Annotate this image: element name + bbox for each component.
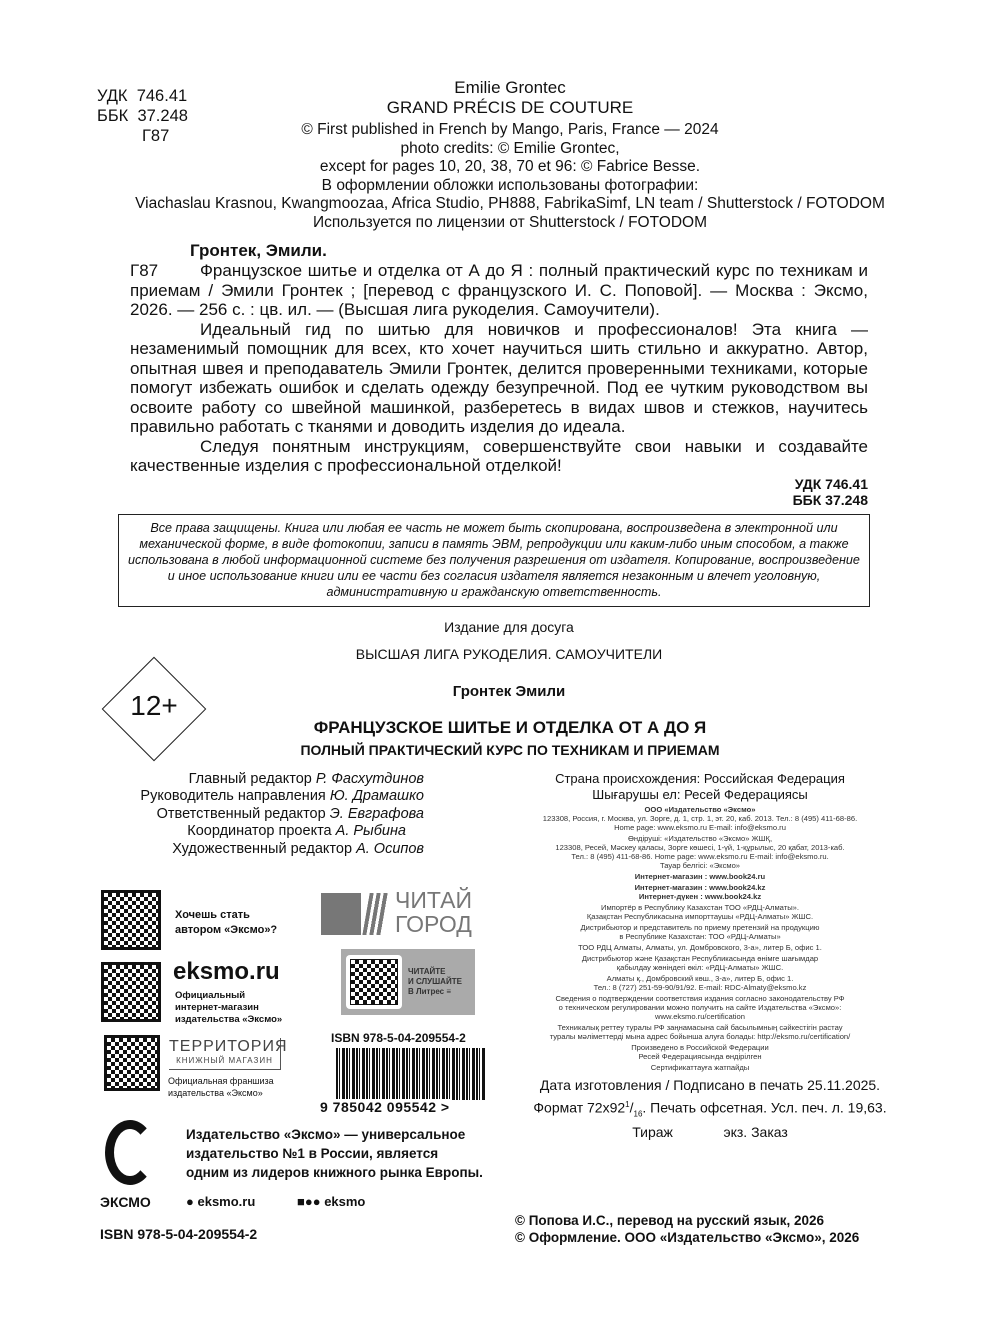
chitai-gorod-logo: ЧИТАЙ ГОРОД [395, 887, 473, 937]
publisher-info [510, 805, 890, 1072]
right-column [510, 771, 890, 1142]
territory-logo: ТЕРРИТОРИЯ КНИЖНЫЙ МАГАЗИН [169, 1038, 281, 1070]
publisher-info-line: 123308, Ресей, Мәскеу қаласы, Зорге көшесі, 1-үй, 1-құрылыс, 20 қабат, 2013-каб. [555, 842, 845, 852]
publisher-info-group [510, 1043, 890, 1061]
publisher-info-line: Ресей Федерациясында өндірілген [638, 1051, 762, 1061]
country-origin-kz: Шығарушы ел: Ресей Федерациясы [592, 786, 808, 802]
print-date: Дата изготовления / Подписано в печать 25.11.2025. [539, 1076, 881, 1093]
publisher-info-line: Алматы қ., Домбровский көш., 3-а», литер Б, офис 1. [606, 973, 794, 983]
publisher-info-line: ТОО РДЦ Алматы, Алматы, ул. Домбровского, 3-а», литер Б, офис 1. [578, 942, 822, 952]
edition-title: ФРАНЦУЗСКОЕ ШИТЬЕ И ОТДЕЛКА ОТ А ДО Я [313, 717, 707, 737]
publisher-info-line: туралы мәліметтерді мына адрес бойынша алуға болады: http://eksmo.ru/certification/ [549, 1031, 851, 1041]
publisher-info-group [510, 1023, 890, 1041]
publisher-info-group [510, 805, 890, 832]
publisher-info-group [510, 923, 890, 941]
photo-credit-1: photo credits: © Emilie Grontec, [400, 139, 620, 157]
rights-notice: Все права защищены. Книга или любая ее часть не может быть скопирована, воспроизведена в электронной или механической форме, в виде фотокопии, записи в память ЭВМ, репродукции или каким-либо иным способом, а также использована в любой информационной системе без получения разрешения от издателя. Копирование, воспроизведение и иное использование книги или ее части без согласия издателя является незаконным и влечет уголовную, административную и гражданскую ответственность. [118, 514, 870, 607]
publisher-info-line: Сертификаттауға жатпайды [650, 1062, 750, 1072]
series: ВЫСШАЯ ЛИГА РУКОДЕЛИЯ. САМОУЧИТЕЛИ [355, 645, 663, 662]
staff-item: Главный редактор Р. Фасхутдинов [188, 770, 424, 787]
publisher-info-line: Дистрибьютор и представитель по приему претензий на продукцию [580, 922, 820, 932]
staff-item: Координатор проекта А. Рыбина [187, 823, 406, 840]
bib-heading: Гронтек, Эмили. [190, 241, 327, 260]
udk: 746.41 [136, 87, 188, 105]
bib-entry-block [130, 261, 868, 320]
globe-icon: ● [186, 1194, 194, 1209]
barcode-digits: 9 785042 095542 > [320, 1099, 450, 1115]
chitai-gorod-logo-mark [321, 893, 361, 935]
print-run: Тираж экз. Заказ [632, 1123, 788, 1140]
publisher-info-line: Интернет-магазин : www.book24.ru [634, 871, 766, 881]
publisher-info-line: Произведено в Российской Федерации [631, 1042, 769, 1052]
bib-udk: УДК 746.41 [794, 475, 868, 492]
publisher-info-line: Импортёр в Республику Казахстан ТОО «РДЦ-Алматы». [600, 902, 799, 912]
litres-banner [341, 949, 475, 1015]
publisher-info-group [510, 974, 890, 992]
udk-label: УДК [97, 87, 128, 105]
publisher-info-line: о техническом регулировании можно получить на сайте Издательства «Эксмо»: [558, 1002, 842, 1012]
original-title: GRAND PRÉCIS DE COUTURE [386, 98, 634, 117]
bbk-label: ББК [97, 107, 129, 125]
eksmo-site-link[interactable]: ● eksmo.ru [186, 1194, 256, 1209]
bib-entry: Французское шитье и отделка от А до Я : полный практический курс по техникам и приемам / Эмили Гронтек ; [перевод с французского И. С. Поповой]. — Москва : Эксмо, 2026. — 256 с. : цв. ил. — (Высшая лига рукоделия. Самоучители). [130, 261, 868, 319]
publisher-info-line: Сведения о подтверждении соответствия издания согласно законодательству РФ [555, 993, 845, 1003]
print-format: Формат $72x92^1/_{16}$. Печать офсетная. Усл. печ. л. 19,63. [533, 1099, 887, 1118]
country-origin: Страна происхождения: Российская Федерация [555, 770, 845, 786]
original-header [100, 78, 920, 118]
territory-desc: Официальная франшиза издательства «Эксмо» [168, 1076, 274, 1098]
publisher-info-group [510, 994, 890, 1021]
bib-bbk: ББК 37.248 [792, 491, 868, 508]
staff-item: Художественный редактор А. Осипов [172, 840, 424, 857]
publisher-info-line: Дистрибьютор және Қазақстан Республикасында өнімге шағымдар [581, 953, 819, 963]
cover-credit-2: Viachaslau Krasnou, Kwangmoozaa, Africa Studio, PH888, FabrikaSimf, LN team / Shutterstock / FOTODOM [135, 195, 885, 212]
eksmo-site[interactable]: eksmo.ru [173, 958, 280, 985]
annotation-2: Следуя понятным инструкциям, совершенствуйте свои навыки и создавайте качественные изделия с профессиональной отделкой! [130, 436, 868, 475]
publisher-info-group [510, 872, 890, 881]
publisher-info-group [510, 943, 890, 952]
publisher-info-line: Интернет-дүкен : www.book24.kz [638, 891, 762, 901]
publisher-info-line: Қазақстан Республикасына импорттаушы «РДЦ-Алматы» ЖШС. [586, 911, 814, 921]
bib-mark: Г87 [130, 261, 159, 280]
age-rating: 12+ [130, 690, 178, 721]
origin [510, 771, 890, 803]
qr-code-territory[interactable] [104, 1035, 160, 1091]
eksmo-logo-text: ЭКСМО [100, 1194, 151, 1210]
rights-line: © First published in French by Mango, Paris, France — 2024 [301, 121, 719, 138]
qr-code-eksmo[interactable] [101, 962, 161, 1022]
edition-author: Гронтек Эмили [452, 682, 566, 700]
qr-code-litres[interactable] [350, 959, 398, 1005]
publisher-info-line: www.eksmo.ru/certification [655, 1011, 745, 1021]
author-mark: Г87 [142, 127, 170, 145]
publisher-info-line: Интернет-магазин : www.book24.kz [634, 882, 766, 892]
eksmo-logo-icon [105, 1120, 155, 1185]
publisher-info-group [510, 834, 890, 870]
publisher-info-line: Home page: www.eksmo.ru E-mail: info@eksmo.ru [614, 822, 786, 832]
eksmo-slogan: Издательство «Эксмо» — универсальное издательство №1 в России, является одним из лидеров книжного рынка Европы. [186, 1127, 483, 1180]
author-invite: Хочешь стать автором «Эксмо»? [175, 909, 278, 936]
isbn: ISBN 978-5-04-209554-2 [100, 1226, 258, 1242]
barcode-isbn: ISBN 978-5-04-209554-2 [331, 1031, 466, 1045]
publisher-info-group [510, 903, 890, 921]
publisher-info-line: Тел.: 8 (495) 411-68-86. Home page: www.eksmo.ru E-mail: info@eksmo.ru. [571, 851, 829, 861]
social-icons: ■●● [297, 1194, 321, 1209]
annotation-1: Идеальный гид по шитью для новичков и профессионалов! Эта книга — незаменимый помощник для всех, кто хочет научиться шить стильно и аккуратно. Автор, опытная швея и преподаватель Эмили Гронтек, делится проверенными техниками, которые помогут избежать ошибок и сделать одежду безупречной. Под ее чутким руководством вы освоите работу со швейной машинкой, разберетесь в видах швов и стежков, научитесь правильно работать с тканями и доводить изделия до идеала. [130, 319, 868, 436]
publisher-info-group [510, 1063, 890, 1072]
barcode [336, 1048, 486, 1100]
cover-credit-1: В оформлении обложки использованы фотографии: [321, 176, 699, 194]
publisher-info-line: Өндіруші: «Издательство «Эксмо» ЖШҚ, [627, 833, 773, 843]
print-info [515, 1076, 905, 1142]
publisher-info-line: Техникалық реттеу туралы РФ заңнамасына сай басылымның сәйкестігін растау [557, 1022, 843, 1032]
qr-code-author[interactable] [101, 890, 161, 950]
publisher-info-line: қабылдау жөніндегі өкіл: «РДЦ-Алматы» ЖШС. [616, 962, 784, 972]
bbk: 37.248 [137, 107, 188, 125]
eksmo-site-desc: Официальный интернет-магазин издательства «Эксмо» [175, 990, 283, 1025]
litres-text: ЧИТАЙТЕ И СЛУШАЙТЕ В Литрес ≡ [408, 967, 462, 996]
staff-item: Руководитель направления Ю. Драмашко [140, 788, 424, 805]
eksmo-social[interactable]: ■●● eksmo [297, 1194, 366, 1209]
publisher-info-group [510, 883, 890, 901]
edition-subtitle: ПОЛНЫЙ ПРАКТИЧЕСКИЙ КУРС ПО ТЕХНИКАМ И ПРИЕМАМ [300, 741, 720, 758]
copyright: © Попова И.С., перевод на русский язык, 2026 © Оформление. ООО «Издательство «Эксмо», 2026 [515, 1213, 860, 1245]
publisher-info-line: в Республике Казахстан: ТОО «РДЦ-Алматы» [619, 931, 781, 941]
publisher-info-line: ООО «Издательство «Эксмо» [644, 804, 756, 814]
publisher-info-line: Тауар белгісі: «Эксмо» [659, 860, 741, 870]
original-author: Emilie Grontec [454, 78, 566, 97]
credits [100, 121, 920, 232]
cover-credit-3: Используется по лицензии от Shutterstock / FOTODOM [313, 213, 707, 231]
edition-type: Издание для досуга [444, 618, 574, 635]
photo-credit-2: except for pages 10, 20, 38, 70 et 96: © Fabrice Besse. [319, 158, 701, 175]
bib-codes [130, 476, 868, 508]
publisher-info-line: Тел.: 8 (727) 251-59-90/91/92. E-mail: RDC-Almaty@eksmo.kz [593, 982, 807, 992]
publisher-info-line: 123308, Россия, г. Москва, ул. Зорге, д. 1, стр. 1, эт. 20, каб. 2013. Тел.: 8 (495) 411-68-86. [542, 813, 858, 823]
staff-item: Ответственный редактор Э. Евграфова [156, 805, 424, 822]
publisher-info-group [510, 954, 890, 972]
